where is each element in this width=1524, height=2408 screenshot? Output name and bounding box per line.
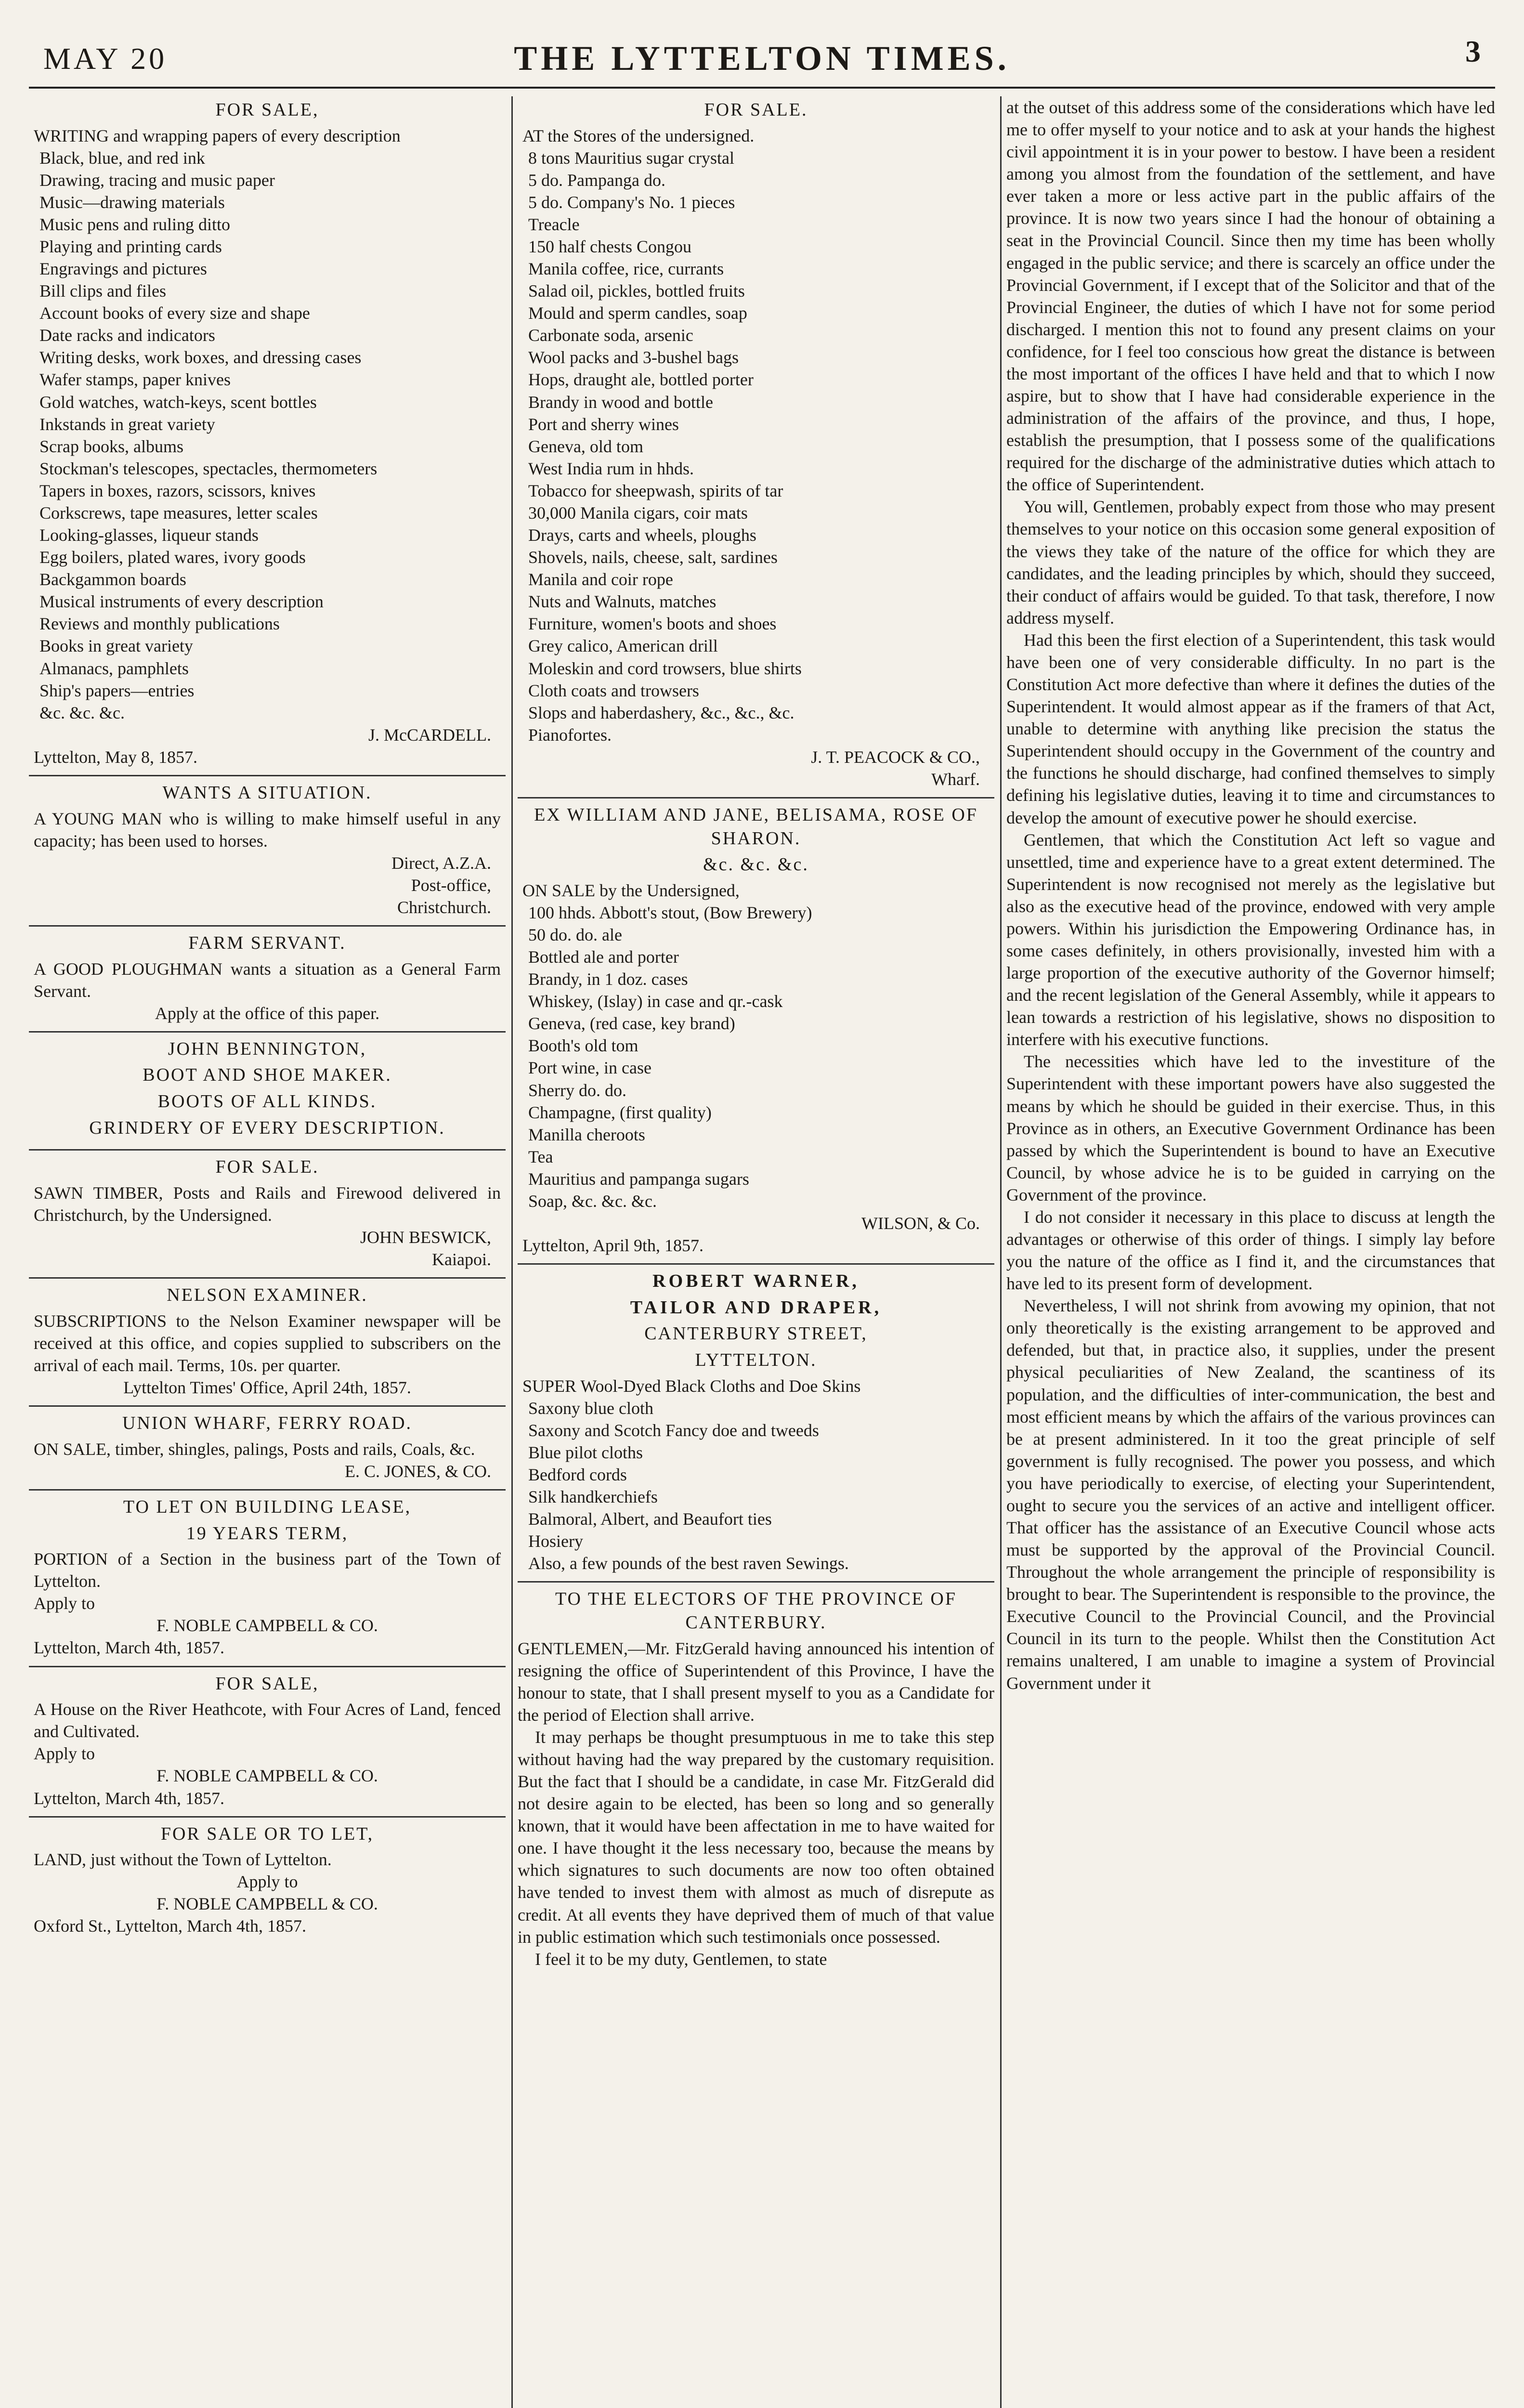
list-item: Also, a few pounds of the best raven Sewings. <box>528 1554 849 1573</box>
list-item: Music pens and ruling ditto <box>39 214 230 234</box>
advert-body: ON SALE, timber, shingles, palings, Posts and rails, Coals, &c. <box>34 1439 475 1459</box>
advert-heading: EX WILLIAM AND JANE, BELISAMA, ROSE OF SHARON. <box>534 804 978 849</box>
advert-apply: Apply to <box>34 1744 95 1764</box>
list-item: Playing and printing cards <box>39 237 222 257</box>
list-item: Mauritius and pampanga sugars <box>528 1169 749 1189</box>
list-item: Inkstands in great variety <box>39 414 215 434</box>
column-3 <box>1006 96 1495 2408</box>
list-item: 50 do. do. ale <box>528 925 622 944</box>
advert-place-date: Lyttelton, May 8, 1857. <box>34 747 197 767</box>
list-item: Carbonate soda, arsenic <box>528 326 693 345</box>
column-1 <box>29 96 506 2408</box>
advert-place-date: Lyttelton, April 9th, 1857. <box>522 1236 703 1256</box>
electors-address <box>518 1587 994 1970</box>
address-paragraph: GENTLEMEN,—Mr. FitzGerald having announced his intention of resigning the office of Superintendent of this Province, I have the honour to state, that I shall present myself to you as a Candidate for the period of Election shall arrive. <box>518 1638 994 1725</box>
list-item: Balmoral, Albert, and Beaufort ties <box>528 1509 772 1529</box>
list-item: Geneva, old tom <box>528 436 643 456</box>
list-item: Books in great variety <box>39 636 193 656</box>
list-item: Wafer stamps, paper knives <box>39 370 231 390</box>
list-item: Music—drawing materials <box>39 192 225 212</box>
list-item: Drays, carts and wheels, ploughs <box>528 525 756 545</box>
item-list <box>522 1397 990 1575</box>
list-item: Manila coffee, rice, currants <box>528 259 724 279</box>
list-item: Engravings and pictures <box>39 259 207 279</box>
advert-signer: E. C. JONES, & CO. <box>344 1461 491 1481</box>
list-item: Port and sherry wines <box>528 414 679 434</box>
list-item: Looking-glasses, liqueur stands <box>39 525 259 545</box>
advert-line: TAILOR AND DRAPER, <box>630 1297 882 1318</box>
list-item: Drawing, tracing and music paper <box>39 170 275 190</box>
list-item: Manila and coir rope <box>528 570 673 589</box>
advert-nelson-examiner <box>29 1283 506 1407</box>
advert-signer: J. T. PEACOCK & CO., <box>811 747 980 767</box>
address-paragraph: The necessities which have led to the investiture of the Superintendent with these important powers have also suggested the means by which he should be guided in their exercise. Thus, in this Province as in others, an Executive Government Ordinance has been passed by which the Superintendent is bound to have an Executive Council, by whose advice he is to be guided in carrying on the Government of the province. <box>1006 1052 1495 1204</box>
advert-heading: FOR SALE, <box>215 1673 319 1694</box>
list-item: Salad oil, pickles, bottled fruits <box>528 281 745 301</box>
list-item: Almanacs, pamphlets <box>39 658 189 678</box>
list-item: Whiskey, (Islay) in case and qr.-cask <box>528 992 783 1011</box>
list-item: Saxony and Scotch Fancy doe and tweeds <box>528 1420 819 1440</box>
advert-heading: TO LET ON BUILDING LEASE, <box>123 1496 412 1517</box>
list-item: Bill clips and files <box>39 281 166 301</box>
advert-heading: WANTS A SITUATION. <box>162 782 372 803</box>
advert-place: Wharf. <box>931 769 980 789</box>
advert-place-date: Oxford St., Lyttelton, March 4th, 1857. <box>34 1916 306 1936</box>
list-item: 30,000 Manila cigars, coir mats <box>528 503 748 523</box>
advert-line: JOHN BENNINGTON, <box>168 1038 367 1059</box>
advert-house-for-sale <box>29 1672 506 1818</box>
column-rule <box>511 96 513 2408</box>
advert-signer: J. McCARDELL. <box>368 725 491 745</box>
advert-body: A YOUNG MAN who is willing to make himself useful in any capacity; has been used to horses. <box>34 809 501 851</box>
advert-heading: FOR SALE OR TO LET, <box>160 1823 374 1844</box>
address-paragraph: Had this been the first election of a Superintendent, this task would have been one of very considerable difficulty. In no part is the Constitution Act more defective than where it defines the duties of the Superintendent. It would almost appear as if the framers of that Act, unable to determine with anything like precision the status the Superintendent should occupy in the Government of the country and the functions he should discharge, had confined themselves to simply defining his legislative duties, leaving it to time and circumstances to develop the amount of executive power he should exercise. <box>1006 630 1495 827</box>
list-item: Tobacco for sheepwash, spirits of tar <box>528 481 783 500</box>
advert-heading: FOR SALE. <box>215 1157 319 1178</box>
advert-heading: NELSON EXAMINER. <box>167 1285 368 1306</box>
address-paragraph: It may perhaps be thought presumptuous in me to take this step without having had the way prepared by the customary requisition. But the fact that I should be a candidate, in case Mr. FitzGerald did not desire again to be elected, has been so long and so generally known, that it would have been affectation in me to have waited for one. I have thought it the less necessary too, because the means by which signatures to such documents are now too often obtained have tended to invest them with almost as much of disrepute as credit. At all events they have deprived them of much of that value in public estimation which such testimonials once possessed. <box>518 1727 994 1947</box>
advert-heading: FOR SALE, <box>215 100 319 120</box>
advert-subheading: &c. &c. &c. <box>703 854 809 875</box>
advert-apply: Apply to <box>236 1872 298 1892</box>
list-item: Reviews and monthly publications <box>39 614 280 634</box>
list-item: Nuts and Walnuts, matches <box>528 592 716 612</box>
list-item: Tea <box>528 1147 553 1166</box>
advert-heading: FARM SERVANT. <box>188 932 346 953</box>
list-item: Manilla cheroots <box>528 1125 645 1144</box>
list-item: Account books of every size and shape <box>39 303 310 323</box>
electors-address-continued <box>1006 96 1495 1694</box>
list-item: Egg boilers, plated wares, ivory goods <box>39 548 306 567</box>
advert-sawn-timber <box>29 1155 506 1279</box>
advert-bootmaker <box>29 1037 506 1151</box>
issue-date: MAY 20 <box>43 41 168 76</box>
advert-place-date: Lyttelton Times' Office, April 24th, 1857. <box>123 1378 411 1398</box>
advert-line: Direct, A.Z.A. <box>391 853 491 873</box>
list-item: Slops and haberdashery, &c., &c., &c. <box>528 703 795 722</box>
list-item: Backgammon boards <box>39 570 186 589</box>
list-item: 5 do. Company's No. 1 pieces <box>528 192 735 212</box>
page-number: 3 <box>1465 34 1481 68</box>
address-paragraph: I do not consider it necessary in this place to discuss at length the advantages or otherwise of this order of things. I simply lay before you the nature of the office as I find it, and the circumstances that have led to its present form of development. <box>1006 1207 1495 1294</box>
advert-union-wharf <box>29 1412 506 1491</box>
advert-signer: F. NOBLE CAMPBELL & CO. <box>156 1894 378 1914</box>
advert-robert-warner <box>518 1269 994 1583</box>
list-item: Champagne, (first quality) <box>528 1102 712 1122</box>
list-item: 150 half chests Congou <box>528 237 691 257</box>
advert-ex-william-and-jane <box>518 803 994 1265</box>
advert-body: SUBSCRIPTIONS to the Nelson Examiner newspaper will be received at this office, and copies supplied to subscribers on the arrival of each mail. Terms, 10s. per quarter. <box>34 1311 501 1375</box>
list-item: Wool packs and 3-bushel bags <box>528 348 739 367</box>
advert-wants-situation <box>29 781 506 927</box>
list-item: Saxony blue cloth <box>528 1398 653 1418</box>
list-item: Stockman's telescopes, spectacles, thermometers <box>39 458 378 478</box>
address-heading: TO THE ELECTORS OF THE PROVINCE OF CANTERBURY. <box>555 1589 957 1633</box>
list-item: Tapers in boxes, razors, scissors, knives <box>39 481 316 500</box>
list-item: Hosiery <box>528 1531 583 1551</box>
advert-heading: FOR SALE. <box>704 100 808 120</box>
newspaper-title: THE LYTTELTON TIMES. <box>514 39 1010 78</box>
list-item: 5 do. Pampanga do. <box>528 170 665 190</box>
advert-intro: AT the Stores of the undersigned. <box>522 126 755 145</box>
list-item: Black, blue, and red ink <box>39 148 205 168</box>
advert-intro: ON SALE by the Undersigned, <box>522 880 740 900</box>
advert-intro: SUPER Wool-Dyed Black Cloths and Doe Skins <box>522 1376 861 1396</box>
list-item: Silk handkerchiefs <box>528 1487 658 1507</box>
list-item: Furniture, women's boots and shoes <box>528 614 777 634</box>
advert-line: Christchurch. <box>397 897 491 917</box>
advert-place: Kaiapoi. <box>432 1250 491 1269</box>
list-item: Cloth coats and trowsers <box>528 681 699 700</box>
advert-signer: F. NOBLE CAMPBELL & CO. <box>156 1616 378 1636</box>
item-list <box>34 147 501 724</box>
list-item: Soap, &c. &c. &c. <box>528 1191 657 1211</box>
list-item: Shovels, nails, cheese, salt, sardines <box>528 548 778 567</box>
list-item: 100 hhds. Abbott's stout, (Bow Brewery) <box>528 903 812 922</box>
advert-line: CANTERBURY STREET, <box>644 1323 868 1344</box>
item-list <box>522 147 990 746</box>
list-item: Brandy, in 1 doz. cases <box>528 969 688 989</box>
masthead <box>29 14 1495 89</box>
list-item: Geneva, (red case, key brand) <box>528 1014 735 1034</box>
address-paragraph: Gentlemen, that which the Constitution Act left so vague and unsettled, time and experience have to a great extent determined. The Superintendent is now recognised not merely as the legislative but also as the executive head of the province, endowed with very ample powers. Within his jurisdiction the Empowering Ordinance has, in some cases definitely, in others provisionally, invested him with a large proportion of the executive authority of the Governor himself; and the recent legislation of the General Assembly, while it appears to lean towards a restriction of his legislative, shows no disposition to interfere with his executive functions. <box>1006 830 1495 1049</box>
list-item: Mould and sperm candles, soap <box>528 303 747 323</box>
advert-line: ROBERT WARNER, <box>652 1271 860 1292</box>
list-item: Date racks and indicators <box>39 326 215 345</box>
advert-place-date: Lyttelton, March 4th, 1857. <box>34 1788 224 1808</box>
item-list <box>522 902 990 1212</box>
column-rule <box>1000 96 1002 2408</box>
advert-place-date: Lyttelton, March 4th, 1857. <box>34 1638 224 1658</box>
advert-farm-servant <box>29 931 506 1033</box>
advert-peacock-stores <box>518 98 994 798</box>
list-item: Moleskin and cord trowsers, blue shirts <box>528 658 802 678</box>
list-item: Ship's papers—entries <box>39 681 195 700</box>
advert-heading: UNION WHARF, FERRY ROAD. <box>122 1413 413 1434</box>
list-item: Blue pilot cloths <box>528 1442 643 1462</box>
address-paragraph: Nevertheless, I will not shrink from avowing my opinion, that not only theoretically is the existing arrangement to be approved and defended, but that, in practice also, it supplies, under the present physical peculiarities of New Zealand, the scantiness of its population, and the difficulties of inter-communication, the best and most efficient means by which the affairs of the various provinces can be at present administered. In it too the great principle of self government is fully recognised. The power you possess, and which you have periodically to exercise, of electing your Superintendent, ought to secure you the services of an active and intelligent officer. That officer has the assistance of an Executive Council whose acts must be supported by the approval of the Provincial Council. Throughout the whole arrangement the principle of responsibility is brought to bear. The Superintendent is responsible to the province, the Executive Council to the Provincial Council, and the Provincial Council in its turn to the people. Whilst then the Constitution Act remains unaltered, I am unable to imagine a system of Provincial Government under it <box>1006 1296 1495 1693</box>
list-item: Treacle <box>528 214 580 234</box>
list-item: 8 tons Mauritius sugar crystal <box>528 148 734 168</box>
advert-body: A House on the River Heathcote, with Four Acres of Land, fenced and Cultivated. <box>34 1700 501 1741</box>
list-item: Corkscrews, tape measures, letter scales <box>39 503 318 523</box>
advert-signer: F. NOBLE CAMPBELL & CO. <box>156 1766 378 1786</box>
advert-body: PORTION of a Section in the business part of the Town of Lyttelton. <box>34 1549 501 1591</box>
advert-body: SAWN TIMBER, Posts and Rails and Firewood delivered in Christchurch, by the Undersigned. <box>34 1183 501 1225</box>
advert-line: BOOTS OF ALL KINDS. <box>157 1091 377 1112</box>
advert-signer: JOHN BESWICK, <box>360 1228 491 1247</box>
advert-line: BOOT AND SHOE MAKER. <box>143 1065 392 1086</box>
address-paragraph: I feel it to be my duty, Gentlemen, to state <box>535 1949 827 1969</box>
advert-apply: Apply at the office of this paper. <box>155 1003 380 1023</box>
list-item: Bedford cords <box>528 1465 627 1484</box>
address-paragraph: at the outset of this address some of the considerations which have led me to offer myself to your notice and to ask at your hands the highest civil appointment it is in your power to bestow. I have been a resident among you almost from the foundation of the settlement, and have ever taken a more or less active part in the public affairs of the province. It is now two years since I had the honour of obtaining a seat in the Provincial Council. Since then my time has been wholly engaged in the public service; and there is scarcely an office under the Provincial Government, if I except that of the Solicitor and that of the Provincial Engineer, the duties of which I have not for some period discharged. I mention this not to found any present claims on your confidence, for I feel too conscious how great the distance is between the most important of the offices I have held and that to which I now aspire, but to show that I have had considerable experience in the administration of the affairs of the province, and thus, I hope, establish the presumption, that I possess some of the qualifications required for the discharge of the administrative duties which attach to the office of Superintendent. <box>1006 98 1495 495</box>
advert-body: A GOOD PLOUGHMAN wants a situation as a General Farm Servant. <box>34 959 501 1001</box>
advert-line: Post-office, <box>411 875 491 895</box>
list-item: Booth's old tom <box>528 1036 638 1056</box>
list-item: Gold watches, watch-keys, scent bottles <box>39 392 317 412</box>
list-item: West India rum in hhds. <box>528 458 694 478</box>
list-item: Hops, draught ale, bottled porter <box>528 370 754 390</box>
list-item: Brandy in wood and bottle <box>528 392 713 412</box>
advert-land <box>29 1822 506 1944</box>
advert-line: LYTTELTON. <box>695 1350 817 1371</box>
list-item: Writing desks, work boxes, and dressing cases <box>39 348 362 367</box>
advert-intro: WRITING and wrapping papers of every description <box>34 126 401 145</box>
list-item: Scrap books, albums <box>39 436 183 456</box>
address-paragraph: You will, Gentlemen, probably expect from those who may present themselves to your notice on this occasion some general exposition of the views they take of the nature of the office for which they are candidates, and the leading principles by which, should they succeed, their conduct of affairs would be guided. To that task, therefore, I now address myself. <box>1006 497 1495 628</box>
advert-signer: WILSON, & Co. <box>861 1214 980 1233</box>
list-item: Musical instruments of every description <box>39 592 324 612</box>
advert-body: LAND, just without the Town of Lyttelton. <box>34 1850 332 1870</box>
advert-line: GRINDERY OF EVERY DESCRIPTION. <box>89 1117 445 1138</box>
list-item: Bottled ale and porter <box>528 947 679 967</box>
advert-to-let <box>29 1495 506 1667</box>
list-item: Grey calico, American drill <box>528 636 718 656</box>
advert-subheading: 19 YEARS TERM, <box>186 1523 349 1544</box>
list-item: Sherry do. do. <box>528 1080 626 1100</box>
advert-apply: Apply to <box>34 1594 95 1613</box>
list-item: Pianofortes. <box>528 725 612 745</box>
list-item: &c. &c. &c. <box>39 703 125 722</box>
column-2 <box>518 96 994 2408</box>
advert-stationery-for-sale <box>29 98 506 776</box>
list-item: Port wine, in case <box>528 1058 651 1078</box>
